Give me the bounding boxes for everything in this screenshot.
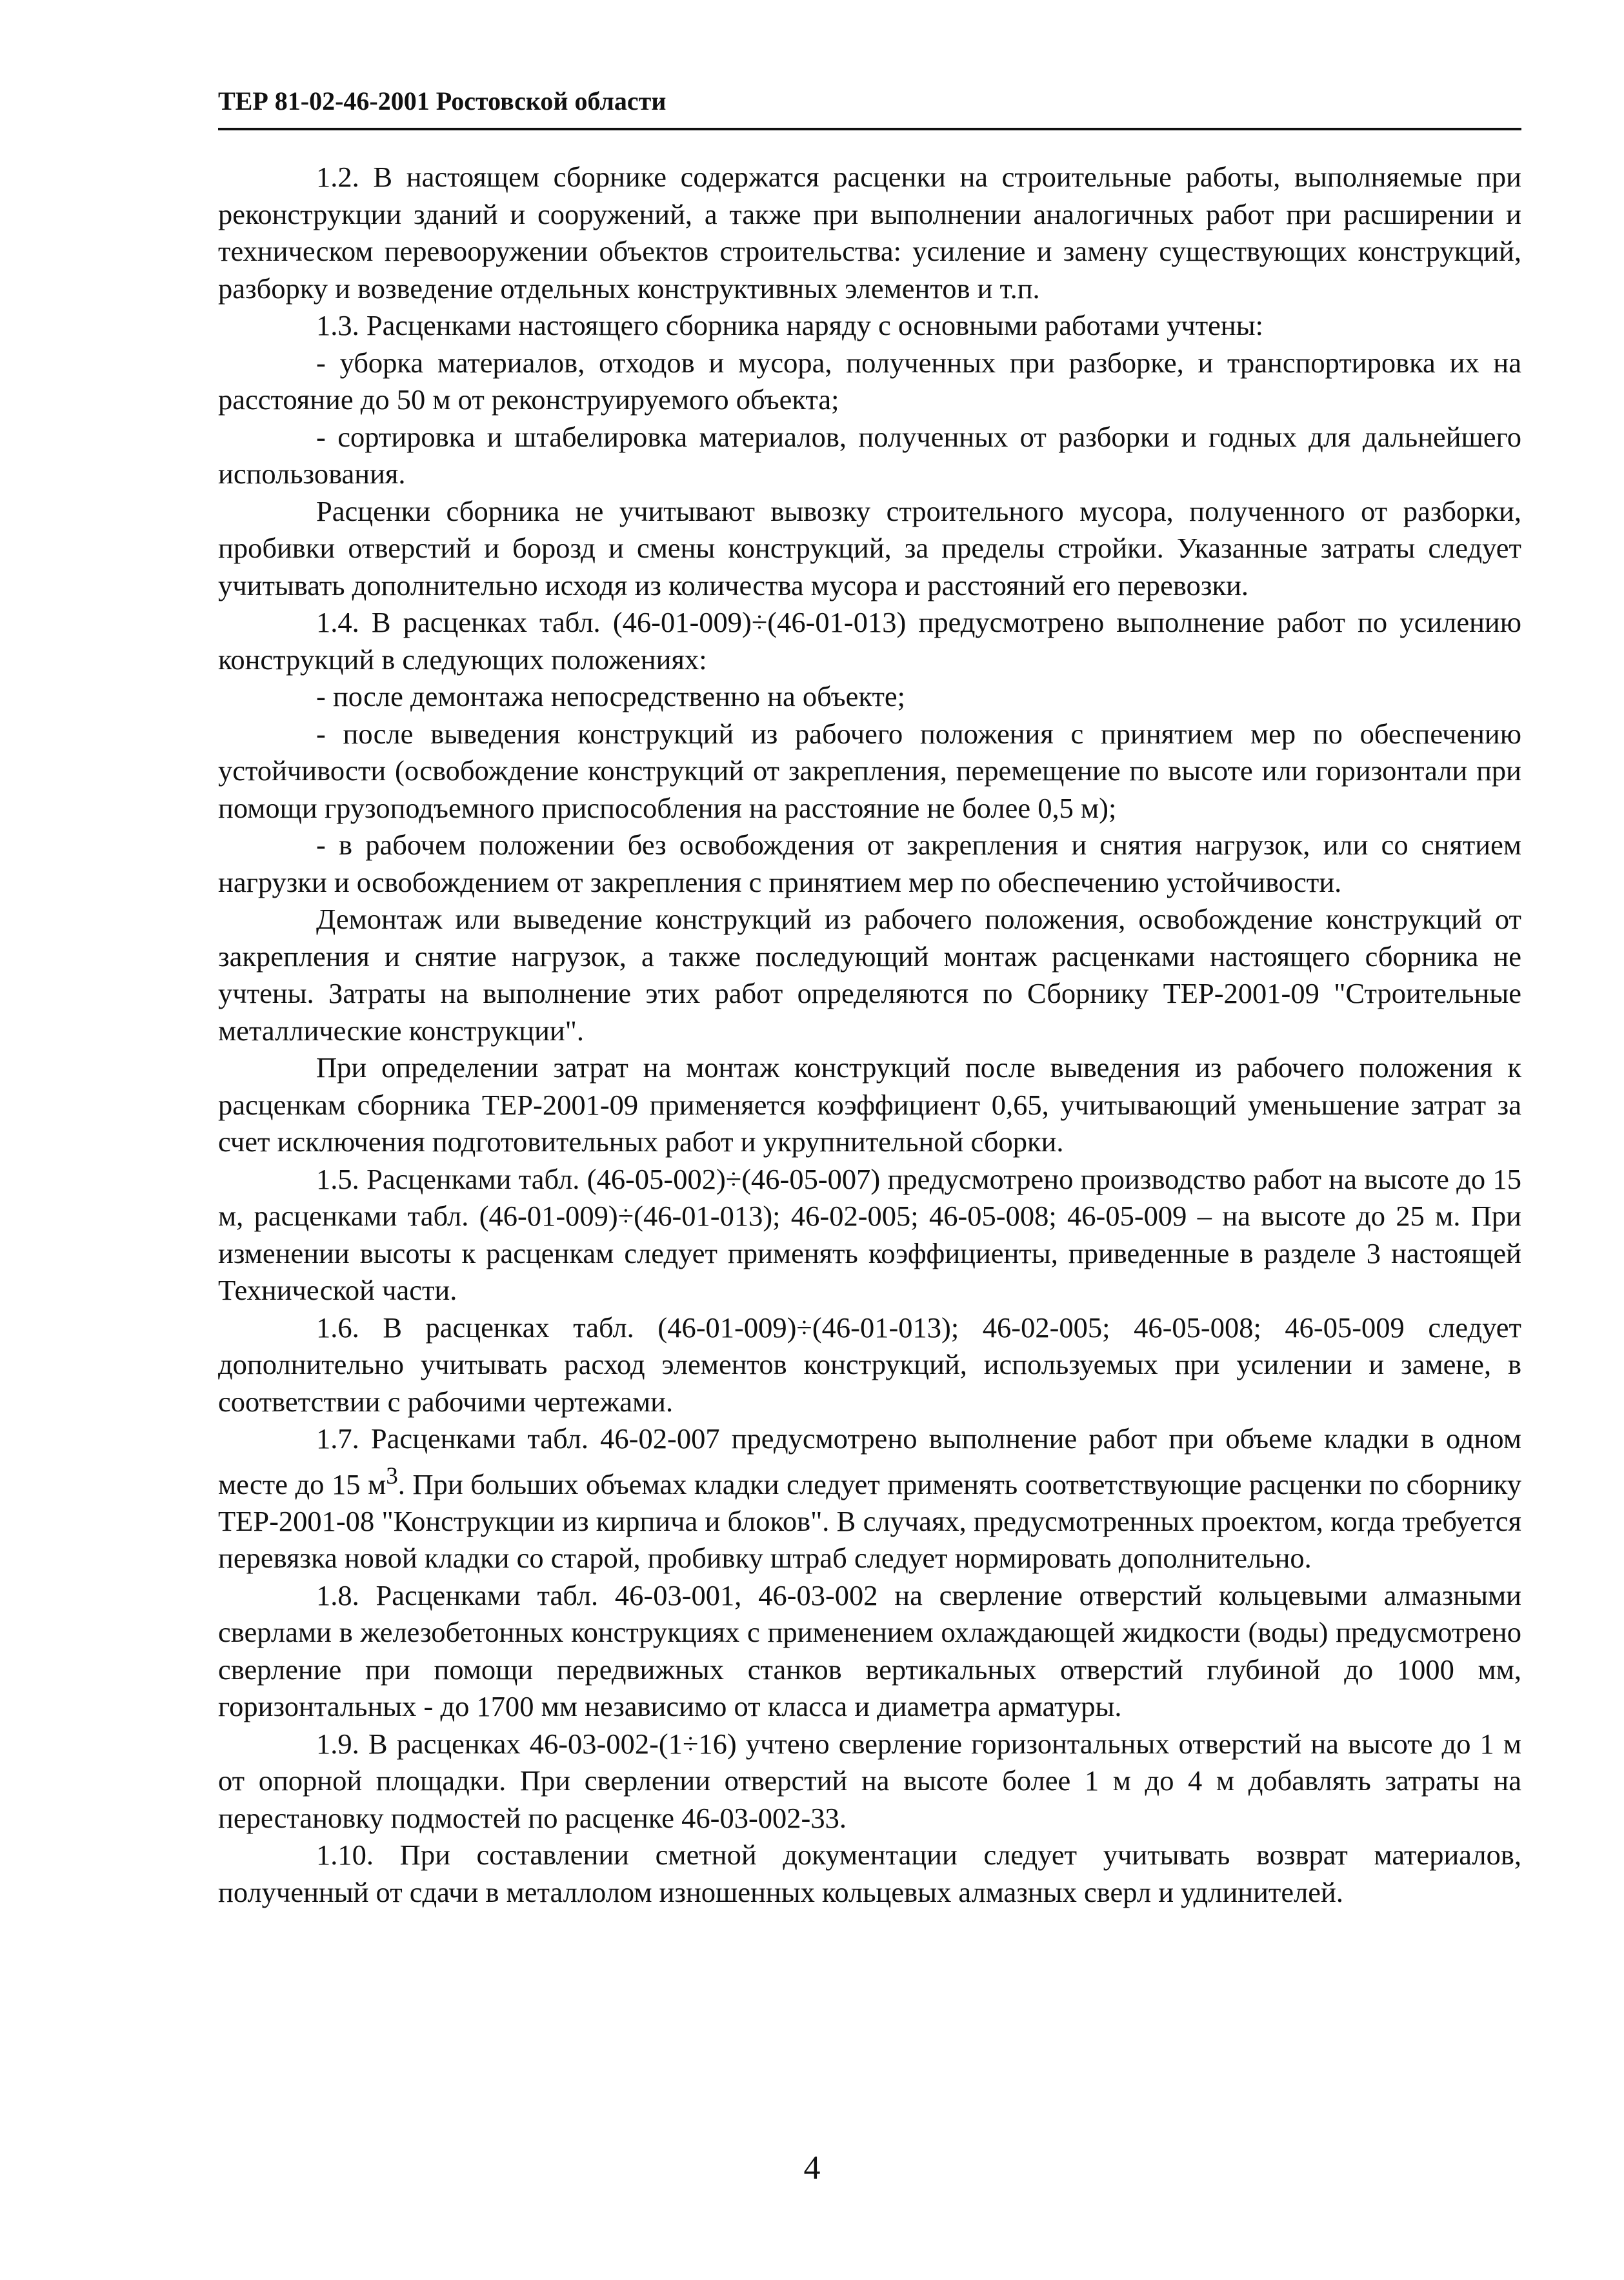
page-number: 4 [803,2150,821,2186]
header-title: ТЕР 81-02-46-2001 Ростовской области [218,86,667,116]
paragraph-1-5: 1.5. Расценками табл. (46-05-002)÷(46-05-007) предусмотрено производство работ на высоте до 15 м, расценками табл. (46-01-009)÷(46-01-013); 46-02-005; 46-05-008; 46-05-009 – на высоте до 25 м. При изменении высоты к расценкам следует применять коэффициенты, приведенные в разделе 3 настоящей Технической части. [218,1162,1521,1306]
list-item: - после выведения конструкций из рабочего положения с принятием мер по обеспечению устойчивости (освобождение конструкций от закрепления, перемещение по высоте или горизонтали при помощи грузоподъемного приспособления на расстояние не более 0,5 м); [218,717,1521,824]
paragraph-1-7 [218,1420,1521,1577]
list-item: - после демонтажа непосредственно на объекте; [316,680,906,712]
paragraph-1-2: 1.2. В настоящем сборнике содержатся расценки на строительные работы, выполняемые при реконструкции зданий и сооружений, а также при выполнении аналогичных работ при расширении и техническом перевооружении объектов строительства: усиление и замену существующих конструкций, разборку и возведение отдельных конструктивных элементов и т.п. [218,161,1521,305]
paragraph-1-7-text-before: 1.7. Расценками табл. 46-02-007 предусмотрено выполнение работ при объеме кладки в одном месте до 15 м [218,1422,1521,1500]
paragraph-1-3: 1.3. Расценками настоящего сборника наряду с основными работами учтены: [316,309,1264,341]
document-body [218,159,1521,1911]
list-item: - уборка материалов, отходов и мусора, полученных при разборке, и транспортировка их на расстояние до 50 м от реконструируемого объекта; [218,346,1521,416]
paragraph: Демонтаж или выведение конструкций из рабочего положения, освобождение конструкций от закрепления и снятие нагрузок, а также последующий монтаж расценками настоящего сборника не учтены. Затраты на выполнение этих работ определяются по Сборнику ТЕР-2001-09 "Строительные металлические конструкции". [218,903,1521,1047]
paragraph-1-6: 1.6. В расценках табл. (46-01-009)÷(46-01-013); 46-02-005; 46-05-008; 46-05-009 следует дополнительно учитывать расход элементов конструкций, используемых при усилении и замене, в соответствии с рабочими чертежами. [218,1311,1521,1418]
list-item: - в рабочем положении без освобождения от закрепления и снятия нагрузок, или со снятием нагрузки и освобождением от закрепления с принятием мер по обеспечению устойчивости. [218,829,1521,898]
paragraph-1-7-text-after: . При больших объемах кладки следует применять соответствующие расценки по сборнику ТЕР-2001-08 "Конструкции из кирпича и блоков". В случаях, предусмотренных проектом, когда требуется перевязка новой кладки со старой, пробивку штраб следует нормировать дополнительно. [218,1468,1521,1575]
paragraph-1-9: 1.9. В расценках 46-03-002-(1÷16) учтено сверление горизонтальных отверстий на высоте до 1 м от опорной площадки. При сверлении отверстий на высоте более 1 м до 4 м добавлять затраты на перестановку подмостей по расценке 46-03-002-33. [218,1727,1521,1834]
paragraph-1-8: 1.8. Расценками табл. 46-03-001, 46-03-002 на сверление отверстий кольцевыми алмазными сверлами в железобетонных конструкциях с применением охлаждающей жидкости (воды) предусмотрено сверление при помощи передвижных станков вертикальных отверстий глубиной до 1000 мм, горизонтальных - до 1700 мм независимо от класса и диаметра арматуры. [218,1579,1521,1723]
paragraph-1-4: 1.4. В расценках табл. (46-01-009)÷(46-01-013) предусмотрено выполнение работ по усилению конструкций в следующих положениях: [218,606,1521,676]
paragraph: Расценки сборника не учитывают вывозку строительного мусора, полученного от разборки, пробивки отверстий и борозд и смены конструкций, за пределы стройки. Указанные затраты следует учитывать дополнительно исходя из количества мусора и расстояний его перевозки. [218,494,1521,601]
paragraph-1-10: 1.10. При составлении сметной документации следует учитывать возврат материалов, полученный от сдачи в металлолом изношенных кольцевых алмазных сверл и удлинителей. [218,1839,1521,1908]
running-header [218,85,1521,130]
list-item: - сортировка и штабелировка материалов, полученных от разборки и годных для дальнейшего использования. [218,420,1521,490]
paragraph: При определении затрат на монтаж конструкций после выведения из рабочего положения к расценкам сборника ТЕР-2001-09 применяется коэффициент 0,65, учитывающий уменьшение затрат за счет исключения подготовительных работ и укрупнительной сборки. [218,1051,1521,1158]
superscript-cubic: 3 [386,1462,398,1489]
